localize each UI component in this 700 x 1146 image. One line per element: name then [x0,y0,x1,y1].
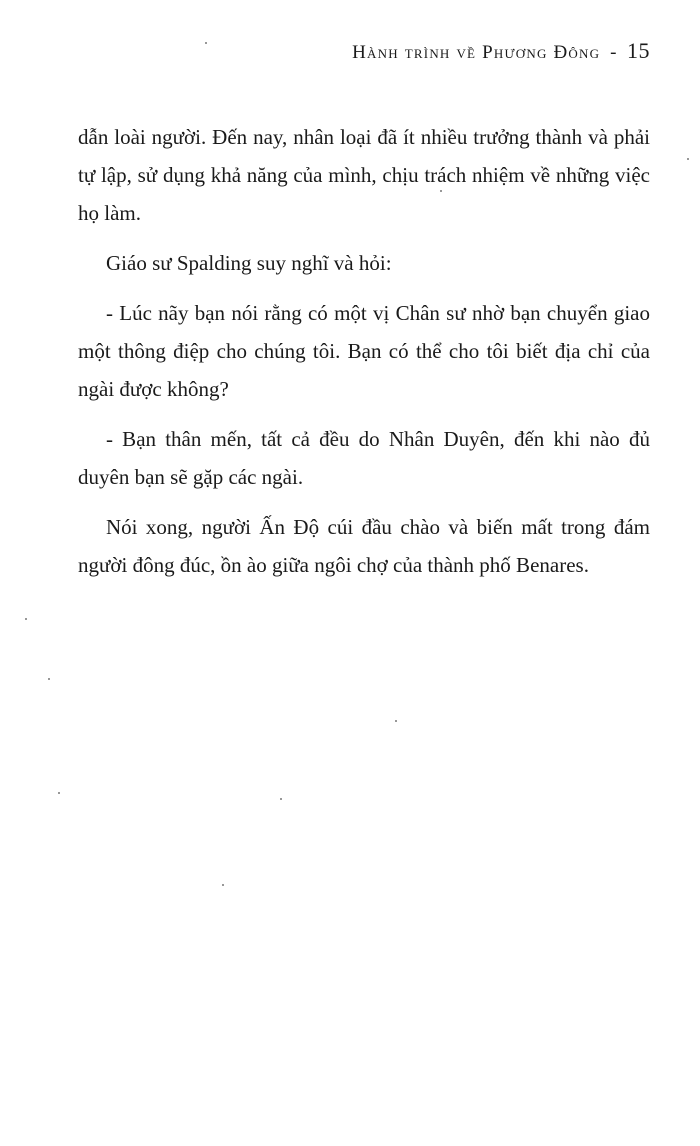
paragraph-answer [78,420,650,496]
scan-speck [395,720,397,722]
scan-speck [687,158,689,160]
scan-speck [25,618,27,620]
paragraph-question [78,294,650,408]
scan-speck [48,678,50,680]
paragraph-text: - Lúc nãy bạn nói rằng có một vị Chân sư nhờ bạn chuyển giao một thông điệp cho chúng tôi. Bạn có thể cho tôi biết địa chỉ của ngài được không? [78,301,650,401]
body-text [78,118,650,596]
scan-speck [440,190,442,192]
scan-speck [280,798,282,800]
scan-speck [58,792,60,794]
paragraph-text: - Bạn thân mến, tất cả đều do Nhân Duyên, đến khi nào đủ duyên bạn sẽ gặp các ngài. [78,427,650,489]
running-header [352,38,650,64]
header-separator: - [610,42,617,63]
paragraph-closing [78,508,650,584]
scan-speck [205,42,207,44]
paragraph-text: Nói xong, người Ấn Độ cúi đầu chào và biến mất trong đám người đông đúc, ồn ào giữa ngôi chợ của thành phố Benares. [78,515,650,577]
paragraph-professor-question [78,244,650,282]
header-title: Hành trình về Phương Đông [352,42,601,63]
scan-speck [222,884,224,886]
paragraph-text: Giáo sư Spalding suy nghĩ và hỏi: [106,251,392,275]
page-number: 15 [627,38,650,63]
paragraph-continuation: dẫn loài người. Đến nay, nhân loại đã ít nhiều trưởng thành và phải tự lập, sử dụng khả năng của mình, chịu trách nhiệm về những việc họ làm. [78,125,650,225]
